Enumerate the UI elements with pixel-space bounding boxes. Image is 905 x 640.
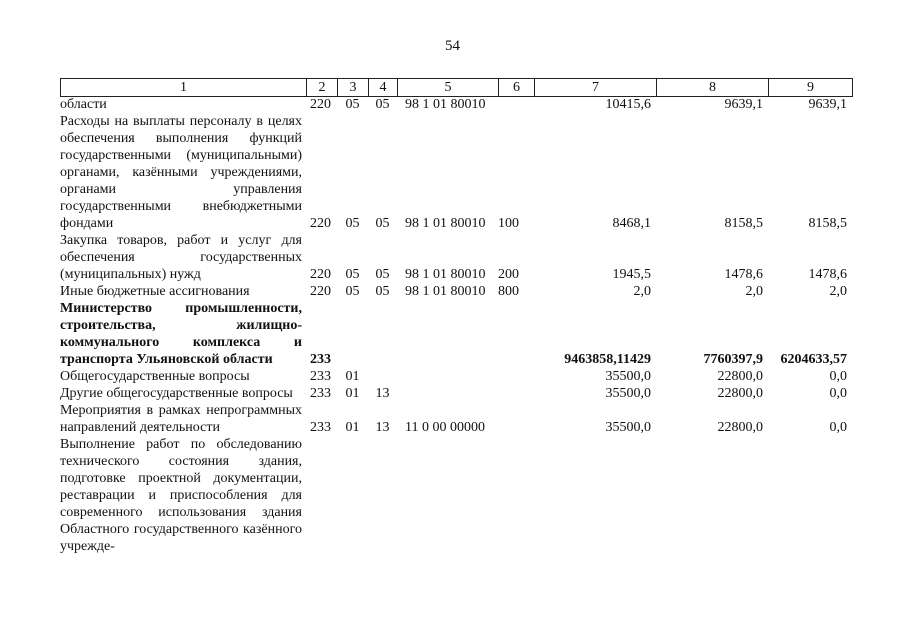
column-number-1: 1 xyxy=(61,79,307,97)
target-article-code xyxy=(397,300,498,368)
amount-col9: 0,0 xyxy=(829,386,847,401)
subsection-code: 13 xyxy=(375,386,390,401)
amount-col9: 1478,6 xyxy=(808,267,847,282)
amount-col7: 9463858,11429 xyxy=(564,352,651,367)
subsection-code: 05 xyxy=(375,216,390,231)
column-number-2: 2 xyxy=(307,79,338,97)
ministry-code: 233 xyxy=(310,369,331,384)
column-number-6: 6 xyxy=(499,79,535,97)
amount-col8: 9639,1 xyxy=(724,97,763,112)
amount-col9: 0,0 xyxy=(829,420,847,435)
amount-col8: 7760397,9 xyxy=(703,352,763,367)
row-name: Другие общегосударственные вопросы xyxy=(60,386,293,401)
amount-col8: 2,0 xyxy=(745,284,763,299)
section-code: 05 xyxy=(345,267,360,282)
column-number-3: 3 xyxy=(338,79,369,97)
target-article-code: 98 1 01 80010 xyxy=(405,97,486,112)
amount-col8 xyxy=(656,436,768,555)
amount-col8: 22800,0 xyxy=(717,386,763,401)
column-number-header xyxy=(60,78,853,97)
column-number-4: 4 xyxy=(369,79,398,97)
amount-col7: 1945,5 xyxy=(612,267,651,282)
row-name: области xyxy=(60,97,107,112)
ministry-code: 220 xyxy=(310,216,331,231)
subsection-code: 13 xyxy=(375,420,390,435)
section-code: 05 xyxy=(345,216,360,231)
section-code xyxy=(337,300,368,368)
section-code xyxy=(337,436,368,555)
row-name: Иные бюджетные ассигнования xyxy=(60,284,250,299)
subsection-code xyxy=(368,436,397,555)
expense-type-code xyxy=(498,300,534,368)
section-code: 01 xyxy=(345,386,360,401)
table-row xyxy=(60,436,852,555)
row-name: Министерство промышленности, строительства, жилищно-коммунального комплекса и транспорта Ульяновской области xyxy=(60,301,302,367)
target-article-code: 98 1 01 80010 xyxy=(405,216,486,231)
expense-type-code: 200 xyxy=(498,267,519,282)
target-article-code xyxy=(397,385,498,402)
subsection-code: 05 xyxy=(375,267,390,282)
amount-col8: 22800,0 xyxy=(717,420,763,435)
table-row xyxy=(60,385,852,402)
table-row xyxy=(60,402,852,436)
amount-col8: 8158,5 xyxy=(724,216,763,231)
amount-col7: 8468,1 xyxy=(612,216,651,231)
ministry-code: 220 xyxy=(310,267,331,282)
expense-type-code xyxy=(498,368,534,385)
subsection-code: 05 xyxy=(375,97,390,112)
amount-col7: 35500,0 xyxy=(605,420,651,435)
subsection-code xyxy=(368,368,397,385)
table-row xyxy=(60,113,852,232)
amount-col9: 2,0 xyxy=(829,284,847,299)
table-row xyxy=(60,96,852,113)
column-number-5: 5 xyxy=(398,79,499,97)
ministry-code: 233 xyxy=(310,420,331,435)
row-name: Расходы на выплаты персоналу в целях обеспечения выполнения функций государственными (муниципальными) органами, казёнными учреждениями, органами управления государственными внебюджетными фондами xyxy=(60,114,302,231)
amount-col7: 35500,0 xyxy=(605,386,651,401)
target-article-code: 98 1 01 80010 xyxy=(405,267,486,282)
subsection-code xyxy=(368,300,397,368)
amount-col9: 8158,5 xyxy=(808,216,847,231)
table-row xyxy=(60,368,852,385)
table-row xyxy=(60,232,852,283)
subsection-code: 05 xyxy=(375,284,390,299)
amount-col7: 2,0 xyxy=(633,284,651,299)
expense-type-code: 800 xyxy=(498,284,519,299)
target-article-code: 11 0 00 00000 xyxy=(405,420,485,435)
amount-col7: 35500,0 xyxy=(605,369,651,384)
ministry-code: 220 xyxy=(310,284,331,299)
budget-table xyxy=(60,96,852,555)
row-name: Закупка товаров, работ и услуг для обеспечения государственных (муниципальных) нужд xyxy=(60,233,302,282)
column-number-7: 7 xyxy=(535,79,657,97)
amount-col9: 6204633,57 xyxy=(780,352,847,367)
ministry-code: 220 xyxy=(310,97,331,112)
section-code: 05 xyxy=(345,284,360,299)
amount-col9 xyxy=(768,436,852,555)
expense-type-code: 100 xyxy=(498,216,519,231)
table-row xyxy=(60,300,852,368)
section-code: 01 xyxy=(345,420,360,435)
target-article-code xyxy=(397,436,498,555)
page-number: 54 xyxy=(445,38,460,54)
expense-type-code xyxy=(498,436,534,555)
expense-type-code xyxy=(498,402,534,436)
table-row xyxy=(60,283,852,300)
ministry-code: 233 xyxy=(310,352,331,367)
section-code: 05 xyxy=(345,97,360,112)
row-name: Общегосударственные вопросы xyxy=(60,369,250,384)
section-code: 01 xyxy=(345,369,360,384)
target-article-code: 98 1 01 80010 xyxy=(405,284,486,299)
expense-type-code xyxy=(498,96,534,113)
column-number-8: 8 xyxy=(657,79,769,97)
amount-col7 xyxy=(534,436,656,555)
expense-type-code xyxy=(498,385,534,402)
row-name: Выполнение работ по обследованию технического состояния здания, подготовке проектной документации, реставрации и приспособления для современного использования здания Областного государственного казённого учрежде- xyxy=(60,437,302,554)
amount-col8: 1478,6 xyxy=(724,267,763,282)
amount-col7: 10415,6 xyxy=(605,97,651,112)
amount-col9: 9639,1 xyxy=(808,97,847,112)
target-article-code xyxy=(397,368,498,385)
row-name: Мероприятия в рамках непрограммных направлений деятельности xyxy=(60,403,302,435)
amount-col8: 22800,0 xyxy=(717,369,763,384)
amount-col9: 0,0 xyxy=(829,369,847,384)
ministry-code xyxy=(306,436,337,555)
ministry-code: 233 xyxy=(310,386,331,401)
column-number-9: 9 xyxy=(769,79,853,97)
